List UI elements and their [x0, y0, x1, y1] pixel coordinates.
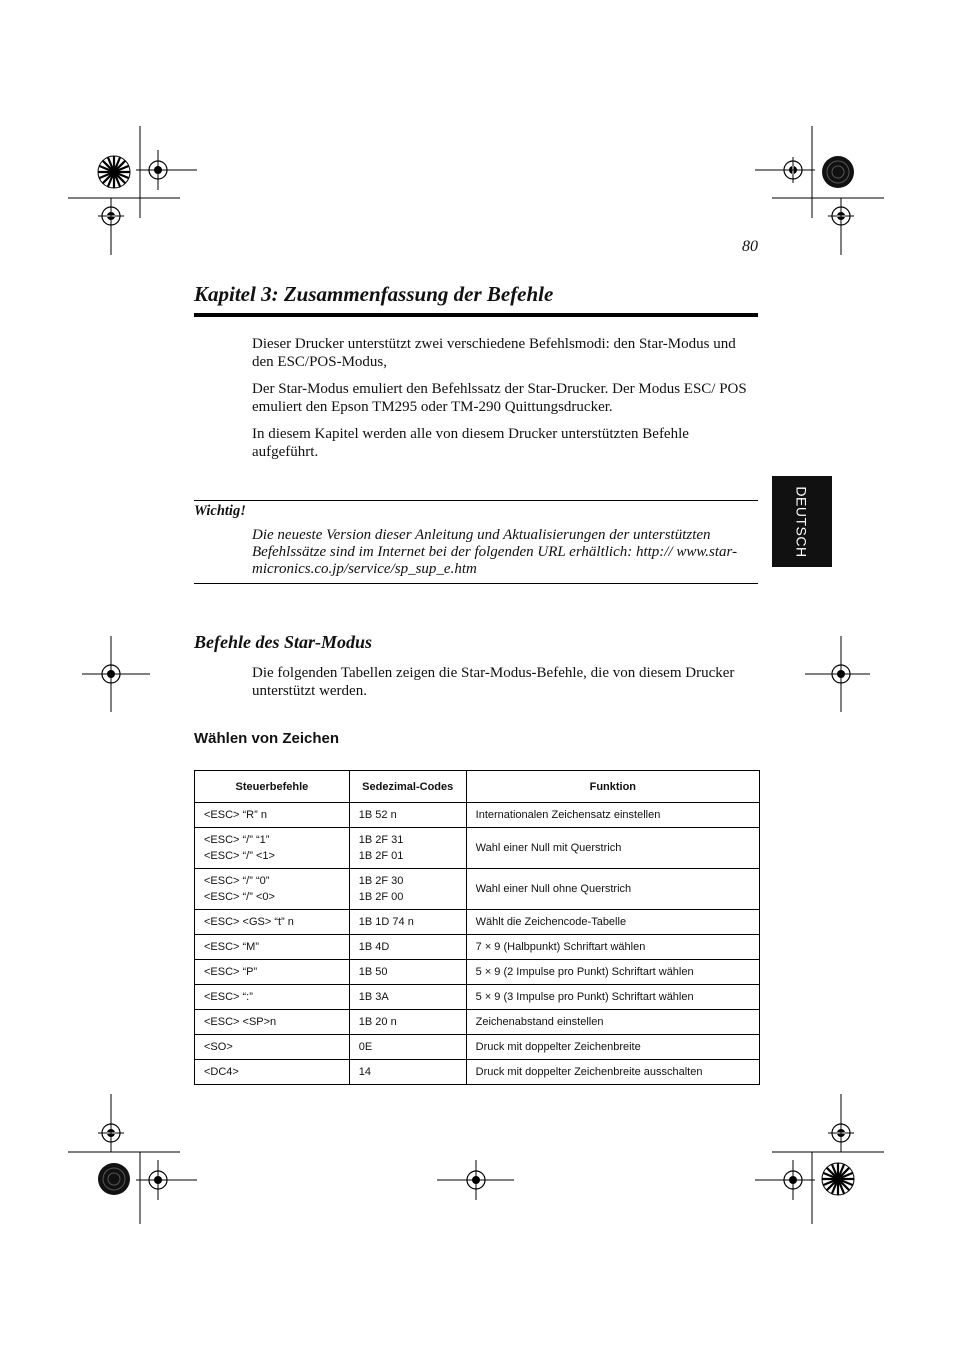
cell-hex [349, 910, 466, 935]
column-header-commands: Steuerbefehle [195, 771, 350, 803]
note-text: Die neueste Version dieser Anleitung und Aktualisierungen der unterstützten Befehlssätze sind im Internet bei der folgenden URL erhältlich: http:// www.star-micronics.co.jp/service/sp_sup_e.htm [252, 527, 738, 577]
cell-hex [349, 828, 466, 869]
note-bottom-rule [194, 583, 758, 584]
cell-hex [349, 1035, 466, 1060]
cell-function: Wahl einer Null mit Querstrich [466, 828, 759, 869]
page-number: 80 [742, 238, 758, 255]
language-tab [772, 476, 832, 567]
cell-line: 1B 2F 01 [358, 850, 404, 862]
cell-function: Zeichenabstand einstellen [466, 1010, 759, 1035]
intro-paragraph-1: Dieser Drucker unterstützt zwei verschiedene Befehlsmodi: den Star-Modus und den ESC/POS-Modus, [252, 336, 736, 370]
cell-function: 7 × 9 (Halbpunkt) Schriftart wählen [466, 935, 759, 960]
cell-line: 1B 3A [358, 991, 389, 1003]
language-tab-label: DEUTSCH [794, 485, 811, 558]
column-header-function: Funktion [466, 771, 759, 803]
table-row [195, 960, 760, 985]
cell-line: <ESC> “:” [204, 991, 253, 1003]
cell-line: 1B 50 [358, 966, 388, 978]
cell-function: Wählt die Zeichencode-Tabelle [466, 910, 759, 935]
cell-line: 1B 4D [358, 941, 390, 953]
cell-line: <ESC> “/” “1” [204, 834, 270, 846]
cell-command [195, 1035, 350, 1060]
cell-hex [349, 869, 466, 910]
cell-line: <ESC> “/” <0> [204, 891, 275, 903]
table-row [195, 1010, 760, 1035]
table-header-row [195, 771, 760, 803]
cell-command [195, 803, 350, 828]
table-row [195, 869, 760, 910]
cell-line: 1B 2F 30 [358, 875, 404, 887]
cell-hex [349, 803, 466, 828]
cell-function: Wahl einer Null ohne Querstrich [466, 869, 759, 910]
cell-command [195, 1060, 350, 1085]
cell-command [195, 1010, 350, 1035]
intro-paragraph-2: Der Star-Modus emuliert den Befehlssatz der Star-Drucker. Der Modus ESC/ POS emuliert den Epson TM295 oder TM-290 Quittungsdrucker. [252, 381, 747, 415]
cell-hex [349, 1010, 466, 1035]
section-heading: Befehle des Star-Modus [194, 632, 373, 652]
cell-line: <ESC> “/” <1> [204, 850, 275, 862]
chapter-title: Kapitel 3: Zusammenfassung der Befehle [194, 282, 554, 306]
cell-line: <ESC> “P” [204, 966, 258, 978]
table-row [195, 1035, 760, 1060]
cell-function: 5 × 9 (2 Impulse pro Punkt) Schriftart wählen [466, 960, 759, 985]
cell-command [195, 910, 350, 935]
cell-command [195, 935, 350, 960]
cell-line: 14 [358, 1066, 372, 1078]
cell-line: <ESC> “R” n [204, 809, 267, 821]
command-table [194, 770, 760, 1085]
cell-function: Druck mit doppelter Zeichenbreite ausschalten [466, 1060, 759, 1085]
cell-line: 1B 2F 31 [358, 834, 404, 846]
table-row [195, 828, 760, 869]
column-header-hex: Sedezimal-Codes [349, 771, 466, 803]
cell-line: <SO> [204, 1041, 233, 1053]
note-label: Wichtig! [194, 503, 246, 519]
cell-line: <ESC> <GS> “t” n [204, 916, 294, 928]
cell-command [195, 869, 350, 910]
cell-line: 1B 1D 74 n [358, 916, 414, 928]
cell-line: <DC4> [204, 1066, 239, 1078]
cell-hex [349, 935, 466, 960]
table-row [195, 803, 760, 828]
cell-function: 5 × 9 (3 Impulse pro Punkt) Schriftart wählen [466, 985, 759, 1010]
cell-line: 1B 2F 00 [358, 891, 404, 903]
cell-line: <ESC> <SP>n [204, 1016, 277, 1028]
cell-command [195, 828, 350, 869]
subsection-heading: Wählen von Zeichen [194, 730, 340, 747]
cell-line: <ESC> “M” [204, 941, 260, 953]
table-row [195, 1060, 760, 1085]
cell-function: Internationalen Zeichensatz einstellen [466, 803, 759, 828]
cell-function: Druck mit doppelter Zeichenbreite [466, 1035, 759, 1060]
cell-hex [349, 960, 466, 985]
note-top-rule [194, 500, 758, 501]
cell-command [195, 960, 350, 985]
cell-line: 0E [358, 1041, 373, 1053]
table-row [195, 935, 760, 960]
cell-line: <ESC> “/” “0” [204, 875, 270, 887]
cell-command [195, 985, 350, 1010]
table-row [195, 985, 760, 1010]
cell-line: 1B 52 n [358, 809, 397, 821]
cell-line: 1B 20 n [358, 1016, 397, 1028]
section-text: Die folgenden Tabellen zeigen die Star-Modus-Befehle, die von diesem Drucker unterstützt werden. [252, 665, 735, 699]
cell-hex [349, 1060, 466, 1085]
table-row [195, 910, 760, 935]
title-rule [194, 313, 758, 317]
intro-paragraph-3: In diesem Kapitel werden alle von diesem Drucker unterstützten Befehle aufgeführt. [252, 426, 689, 460]
cell-hex [349, 985, 466, 1010]
